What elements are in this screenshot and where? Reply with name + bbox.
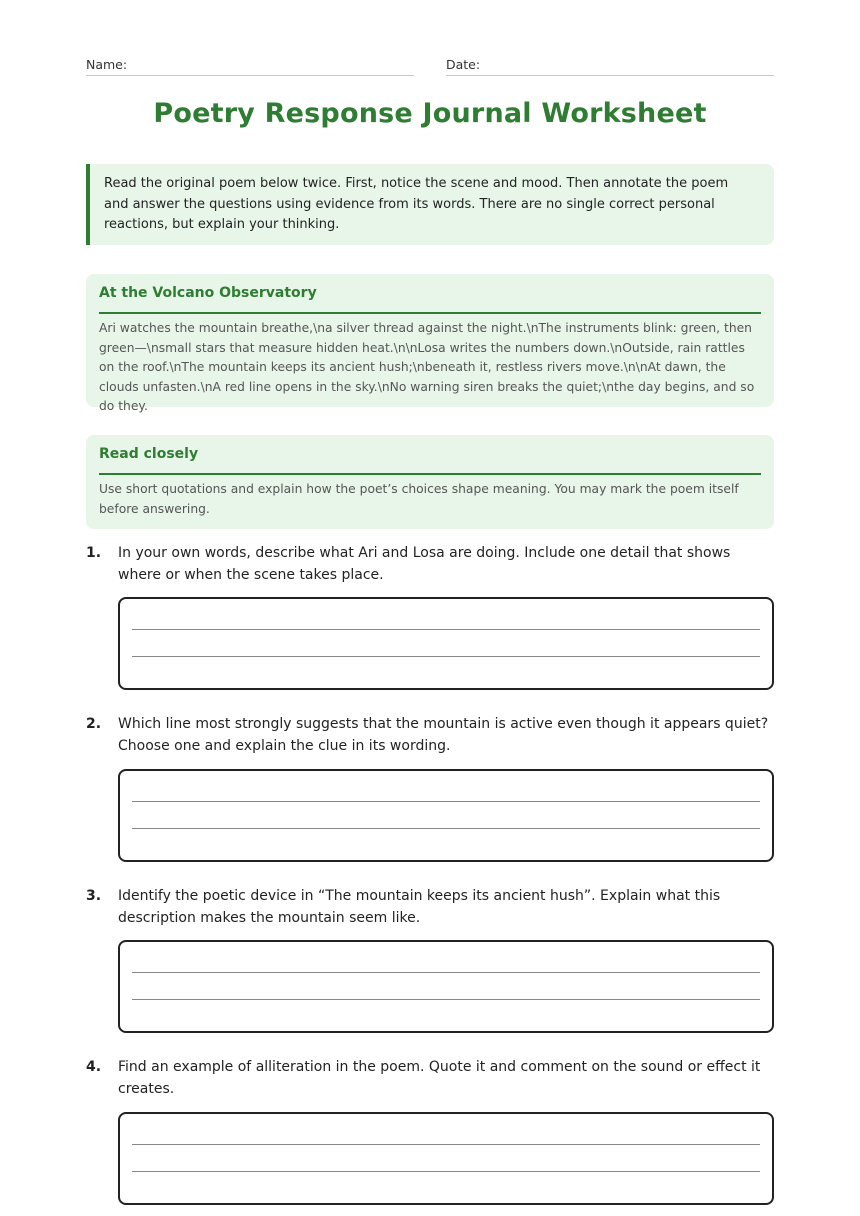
answer-box-1[interactable] (118, 597, 774, 690)
date-field[interactable] (446, 54, 774, 76)
answer-line (132, 656, 760, 657)
question-1-number: 1. (86, 545, 102, 561)
question-3-text: Identify the poetic device in “The mountain keeps its ancient hush”. Explain what this description makes the mountain seem like. (118, 888, 721, 926)
question-2-text: Which line most strongly suggests that the mountain is active even though it appears quiet? Choose one and explain the clue in its wording. (118, 716, 769, 754)
answer-line (132, 801, 760, 802)
poem-card (86, 274, 774, 413)
answer-line (132, 629, 760, 630)
read-closely-title: Read closely (99, 435, 761, 475)
answer-line (132, 999, 760, 1000)
answer-line (132, 828, 760, 829)
answer-box-2[interactable] (118, 769, 774, 862)
poem-title: At the Volcano Observatory (99, 274, 761, 314)
answer-line (132, 972, 760, 973)
name-label: Name: (86, 57, 128, 72)
read-closely-text: Use short quotations and explain how the poet’s choices shape meaning. You may mark the poem itself before answering. (99, 482, 739, 516)
poem-text: Ari watches the mountain breathe,\na silver thread against the night.\nThe instruments blink: green, then green—\nsmall stars that measure hidden heat.\n\nLosa writes the numbers down.\nOutside, rain rattles on the roof.\nThe mountain keeps its ancient hush;\nbeneath it, restless rivers move.\n\nAt dawn, the clouds unfasten.\nA red line opens in the sky.\nNo warning siren breaks the quiet;\nthe day begins, and so do they. (99, 321, 755, 413)
answer-box-3[interactable] (118, 940, 774, 1033)
date-label: Date: (446, 57, 481, 72)
answer-line (132, 1144, 760, 1145)
question-3-number: 3. (86, 888, 102, 904)
question-4-number: 4. (86, 1059, 102, 1075)
instructions-box: Read the original poem below twice. First, notice the scene and mood. Then annotate the poem and answer the questions using evidence from its words. There are no single correct personal reactions, but explain your thinking. (86, 164, 774, 245)
answer-box-4[interactable] (118, 1112, 774, 1205)
question-1-text: In your own words, describe what Ari and Losa are doing. Include one detail that shows where or when the scene takes place. (118, 545, 731, 583)
page-title: Poetry Response Journal Worksheet (153, 98, 707, 129)
question-4-text: Find an example of alliteration in the poem. Quote it and comment on the sound or effect it creates. (118, 1059, 761, 1097)
question-2-number: 2. (86, 716, 102, 732)
read-closely-card (86, 435, 774, 529)
student-info-row (86, 54, 774, 76)
name-field[interactable] (86, 54, 414, 76)
answer-line (132, 1171, 760, 1172)
